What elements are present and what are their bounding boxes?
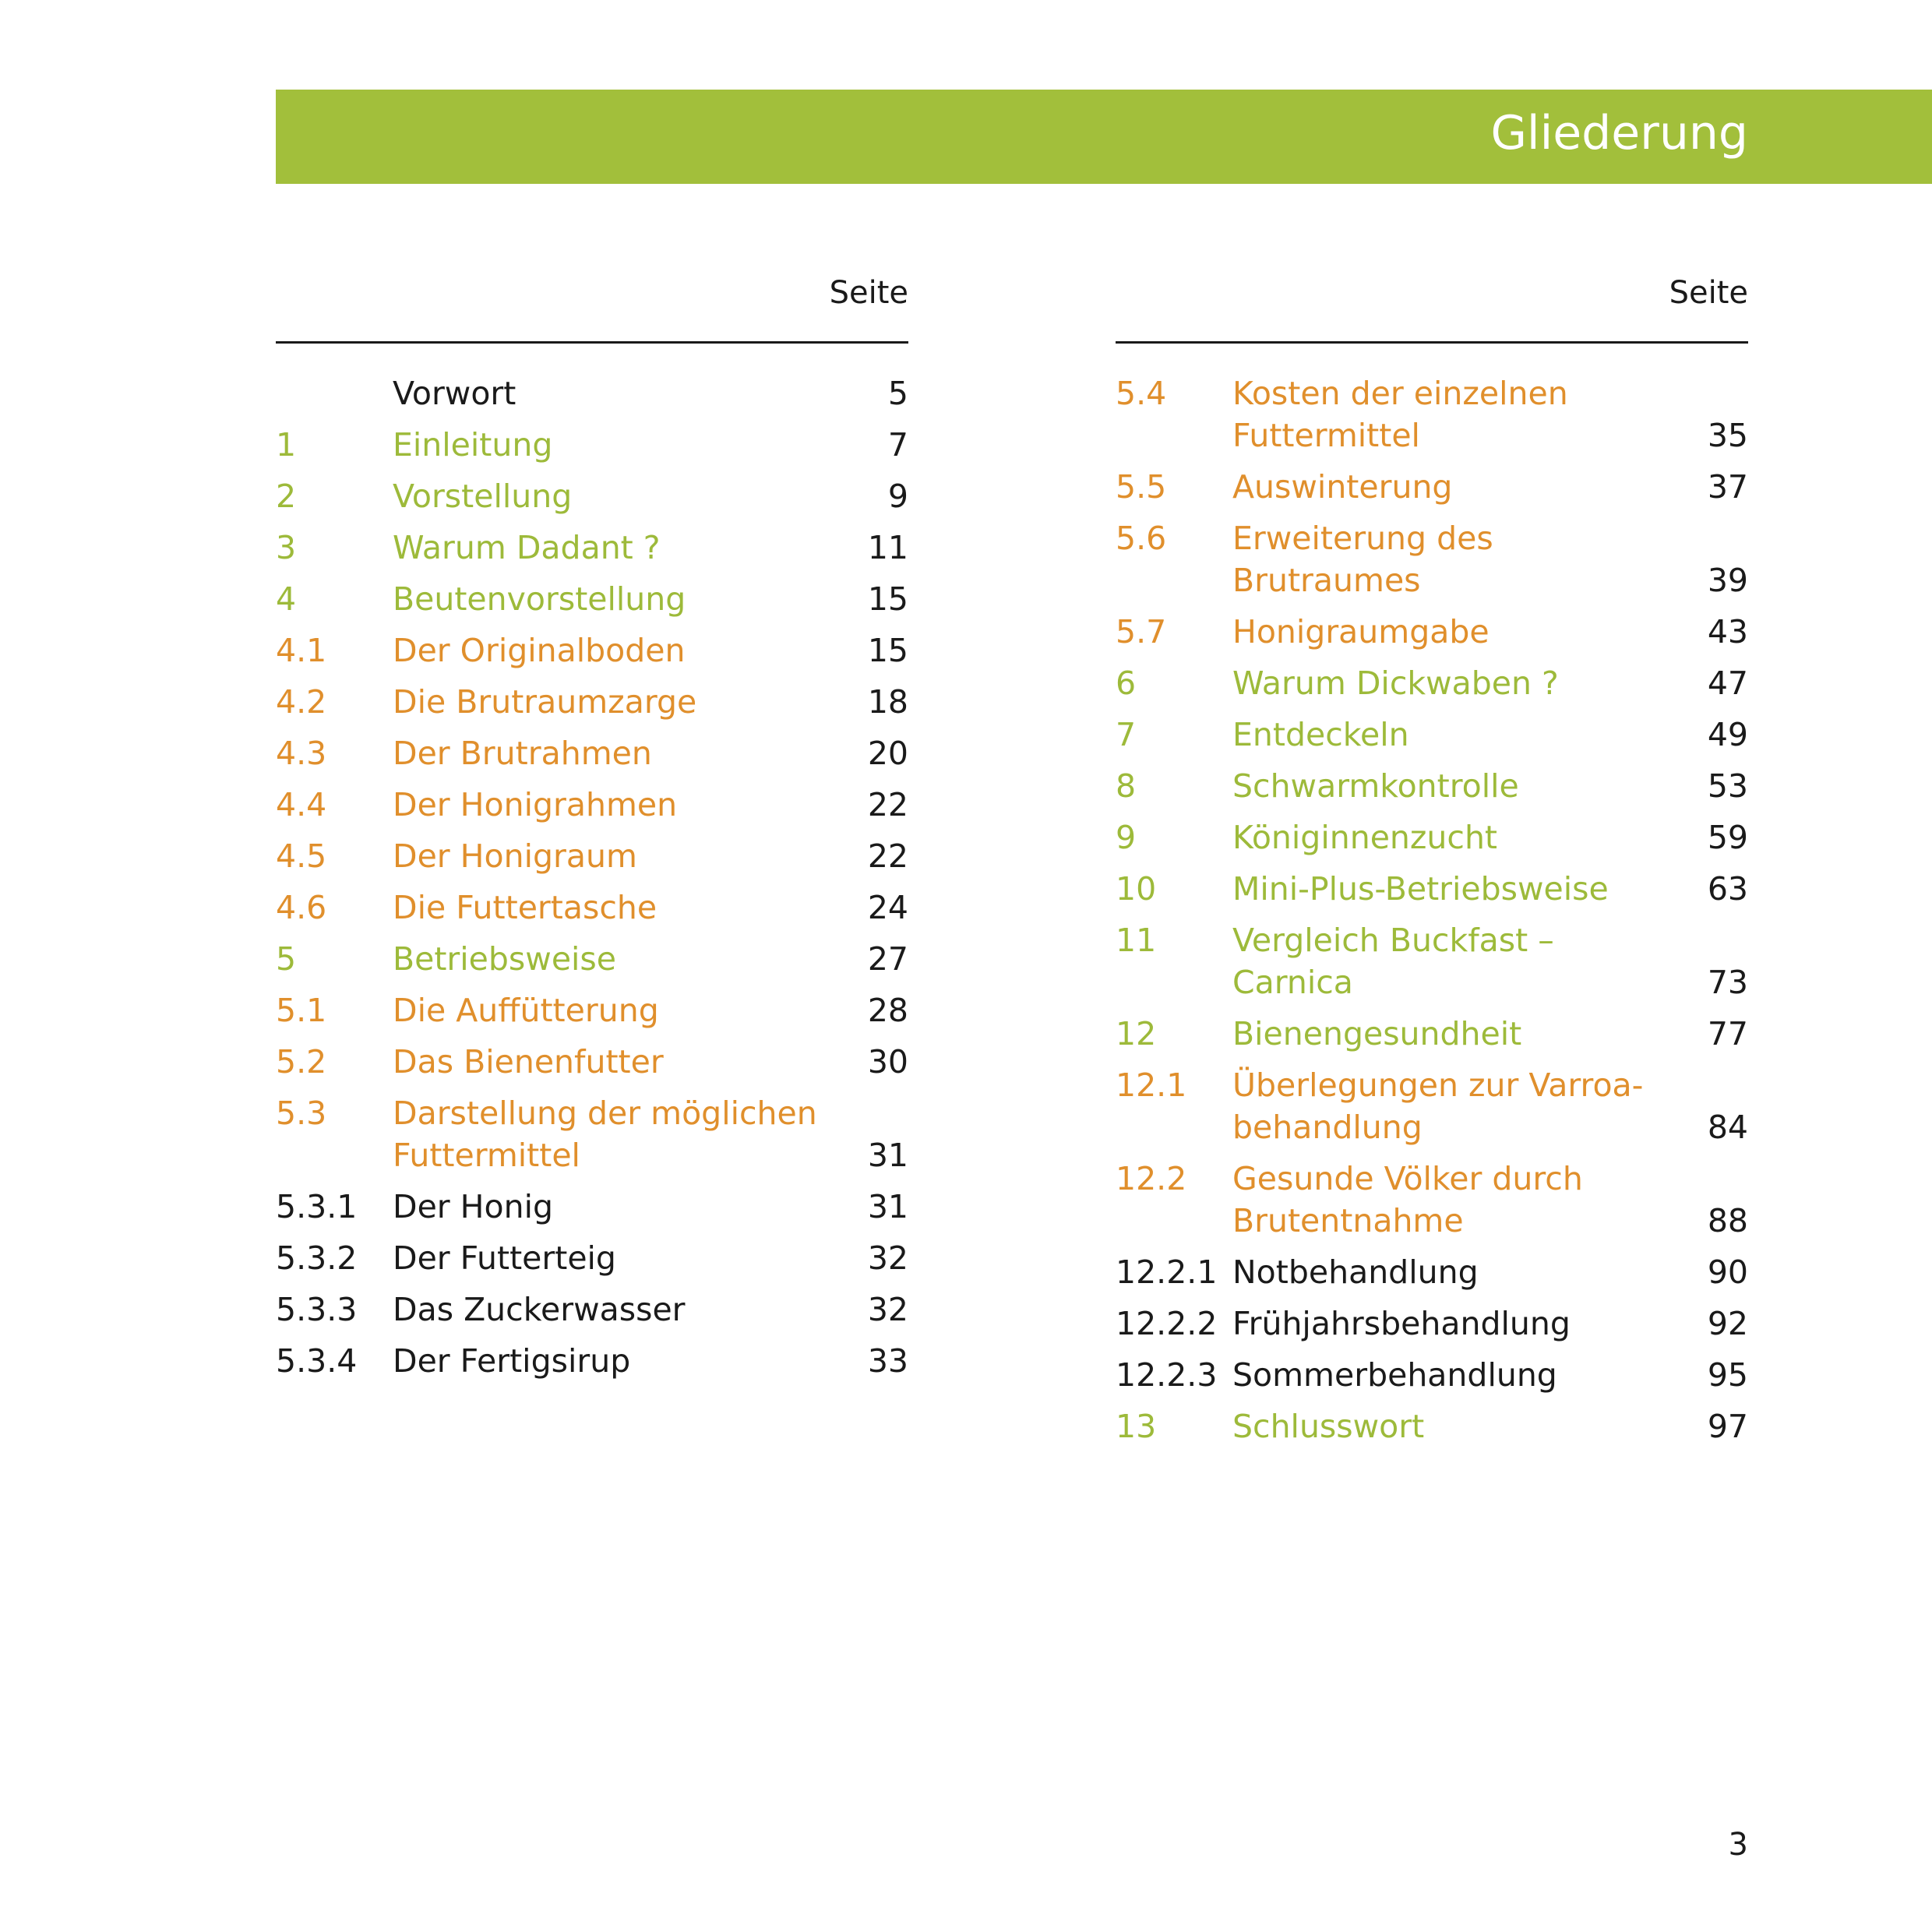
toc-entry[interactable] [276,681,908,723]
toc-entry-number: 1 [276,426,297,464]
toc-entry[interactable] [276,424,908,466]
toc-entry-number: 5.3 [276,1095,327,1132]
toc-entry-title: Vorwort [393,375,516,412]
toc-entry-title: Der Fertigsirup [393,1342,631,1380]
toc-entry-number: 5.3.3 [276,1291,358,1328]
toc-entry-number: 13 [1116,1408,1157,1445]
toc-entry-title: Königinnenzucht [1232,819,1498,856]
toc-entry[interactable] [1116,816,1748,858]
toc-entry-page: 32 [867,1239,908,1277]
toc-entry[interactable] [276,1340,908,1382]
toc-entry-number: 4.6 [276,889,327,926]
toc-entry-title: Der Honig [393,1188,554,1225]
toc-column-left [276,269,908,1391]
page-number: 3 [1728,1827,1748,1863]
toc-entry[interactable] [276,527,908,569]
toc-entry-number: 10 [1116,870,1157,908]
toc-entry-page: 22 [867,837,908,875]
toc-entry-page: 84 [1707,1109,1748,1146]
toc-entry-number: 12.1 [1116,1066,1187,1104]
toc-entry-title: Mini-Plus-Betriebsweise [1232,870,1609,908]
toc-entry-title: Frühjahrsbehandlung [1232,1305,1571,1342]
toc-entry-title: Der Originalboden [393,632,686,669]
toc-entry-page: 15 [867,632,908,669]
toc-entry-page: 37 [1707,468,1748,506]
toc-entry-number: 5.3.4 [276,1342,358,1380]
toc-entry-number: 4.2 [276,683,327,721]
toc-entry[interactable] [276,989,908,1031]
toc-entry-page: 15 [867,580,908,618]
toc-entry-page: 28 [867,992,908,1029]
toc-entry-page: 35 [1707,417,1748,454]
toc-entry[interactable] [276,887,908,929]
toc-entry-page: 27 [867,940,908,978]
toc-entry-number: 3 [276,529,297,566]
toc-entry[interactable] [1116,714,1748,756]
toc-entry-page: 53 [1707,767,1748,805]
toc-entry-title: Das Bienenfutter [393,1043,664,1081]
toc-entry-title: Darstellung der möglichen Futtermittel [393,1095,817,1174]
toc-entry-page: 31 [867,1137,908,1174]
toc-entry-number: 5.3.1 [276,1188,358,1225]
toc-entry[interactable] [1116,1251,1748,1293]
toc-entry-number: 12 [1116,1015,1157,1052]
toc-entry[interactable] [1116,466,1748,508]
toc-entry-title: Sommerbehandlung [1232,1356,1557,1394]
toc-entry-page: 47 [1707,665,1748,702]
toc-column-right [1116,269,1748,1457]
column-label: Seite [829,275,908,311]
toc-entry-title: Entdeckeln [1232,716,1409,753]
toc-entry-number: 4.4 [276,786,327,823]
toc-entry-page: 43 [1707,613,1748,650]
toc-entry-title: Vergleich Buckfast – Carnica [1232,922,1554,1001]
toc-entry-number: 5.3.2 [276,1239,358,1277]
toc-entry[interactable] [276,835,908,877]
toc-entry[interactable] [1116,1303,1748,1345]
toc-entry-number: 9 [1116,819,1137,856]
toc-entry-title: Die Futtertasche [393,889,658,926]
toc-entry[interactable] [276,578,908,620]
toc-entry[interactable] [1116,611,1748,653]
toc-entry-title: Der Brutrahmen [393,735,652,772]
toc-entry-page: 59 [1707,819,1748,856]
toc-entry[interactable] [276,732,908,774]
toc-entry[interactable] [276,784,908,826]
toc-entry-title: Die Auffütterung [393,992,659,1029]
toc-entry-number: 4.1 [276,632,327,669]
toc-entry-title: Honigraumgabe [1232,613,1490,650]
toc-entry[interactable] [276,1092,908,1176]
toc-list [1116,372,1748,1447]
toc-entry[interactable] [1116,662,1748,704]
toc-entry[interactable] [1116,868,1748,910]
toc-entry-page: 9 [887,478,908,515]
toc-entry-number: 5.6 [1116,520,1167,557]
toc-entry-page: 77 [1707,1015,1748,1052]
toc-entry-page: 90 [1707,1253,1748,1291]
toc-entry-page: 88 [1707,1202,1748,1239]
toc-entry-page: 5 [887,375,908,412]
column-label: Seite [1669,275,1748,311]
toc-entry[interactable] [276,1237,908,1279]
toc-entry-number: 5.4 [1116,375,1167,412]
toc-entry[interactable] [1116,372,1748,457]
toc-entry-page: 73 [1707,964,1748,1001]
toc-entry-title: Vorstellung [393,478,573,515]
toc-entry-page: 32 [867,1291,908,1328]
toc-entry-title: Beutenvorstellung [393,580,686,618]
toc-entry[interactable] [1116,517,1748,601]
toc-entry-title: Der Futterteig [393,1239,616,1277]
column-header [1116,269,1748,344]
toc-entry-page: 22 [867,786,908,823]
toc-entry[interactable] [1116,1013,1748,1055]
toc-entry-page: 20 [867,735,908,772]
toc-entry[interactable] [1116,1354,1748,1396]
toc-entry-page: 39 [1707,562,1748,599]
toc-entry-title: Gesunde Völker durch Brutentnahme [1232,1160,1583,1239]
toc-entry[interactable] [1116,1064,1748,1148]
toc-entry-number: 11 [1116,922,1157,959]
toc-entry-page: 24 [867,889,908,926]
toc-entry-title: Schwarmkontrolle [1232,767,1519,805]
toc-entry-title: Bienengesundheit [1232,1015,1522,1052]
toc-entry[interactable] [276,1186,908,1228]
toc-entry[interactable] [1116,1405,1748,1447]
toc-entry[interactable] [1116,919,1748,1003]
toc-entry-title: Einleitung [393,426,553,464]
toc-entry-page: 92 [1707,1305,1748,1342]
toc-entry-title: Notbehandlung [1232,1253,1479,1291]
toc-entry-number: 5.5 [1116,468,1167,506]
toc-entry-number: 5.7 [1116,613,1167,650]
toc-entry[interactable] [276,372,908,414]
toc-entry-title: Auswinterung [1232,468,1453,506]
toc-entry-title: Der Honigraum [393,837,637,875]
toc-entry-page: 63 [1707,870,1748,908]
column-header [276,269,908,344]
toc-entry[interactable] [276,1289,908,1331]
toc-entry-number: 12.2.3 [1116,1356,1218,1394]
toc-entry-page: 97 [1707,1408,1748,1445]
toc-entry-title: Schlusswort [1232,1408,1425,1445]
toc-entry[interactable] [1116,1158,1748,1242]
toc-entry-title: Betriebsweise [393,940,617,978]
toc-entry-number: 2 [276,478,297,515]
toc-entry-page: 30 [867,1043,908,1081]
toc-entry-title: Warum Dadant ? [393,529,661,566]
toc-entry-title: Der Honigrahmen [393,786,678,823]
toc-list [276,372,908,1382]
toc-entry-title: Überlegungen zur Varroa-behandlung [1232,1066,1644,1146]
toc-entry-number: 4 [276,580,297,618]
toc-entry-number: 12.2.2 [1116,1305,1218,1342]
toc-entry-page: 18 [867,683,908,721]
toc-entry-page: 95 [1707,1356,1748,1394]
toc-entry-page: 7 [887,426,908,464]
toc-entry-number: 4.3 [276,735,327,772]
toc-entry-number: 12.2 [1116,1160,1187,1197]
toc-entry[interactable] [276,629,908,672]
header-band [276,90,1932,184]
page-title: Gliederung [1490,106,1748,160]
toc-entry[interactable] [1116,765,1748,807]
toc-entry-title: Erweiterung des Brutraumes [1232,520,1493,599]
toc-entry-title: Das Zuckerwasser [393,1291,686,1328]
toc-entry-title: Warum Dickwaben ? [1232,665,1559,702]
toc-entry-title: Die Brutraumzarge [393,683,697,721]
toc-entry[interactable] [276,1041,908,1083]
toc-entry-number: 12.2.1 [1116,1253,1218,1291]
toc-entry-page: 31 [867,1188,908,1225]
toc-entry-number: 6 [1116,665,1137,702]
toc-entry-number: 5.2 [276,1043,327,1081]
toc-entry-number: 5 [276,940,297,978]
toc-entry-page: 49 [1707,716,1748,753]
toc-entry-page: 33 [867,1342,908,1380]
toc-entry-number: 7 [1116,716,1137,753]
toc-entry[interactable] [276,475,908,517]
toc-entry-title: Kosten der einzelnen Futtermittel [1232,375,1568,454]
toc-entry-number: 5.1 [276,992,327,1029]
toc-entry-page: 11 [867,529,908,566]
toc-entry-number: 4.5 [276,837,327,875]
toc-entry-number: 8 [1116,767,1137,805]
toc-entry[interactable] [276,938,908,980]
